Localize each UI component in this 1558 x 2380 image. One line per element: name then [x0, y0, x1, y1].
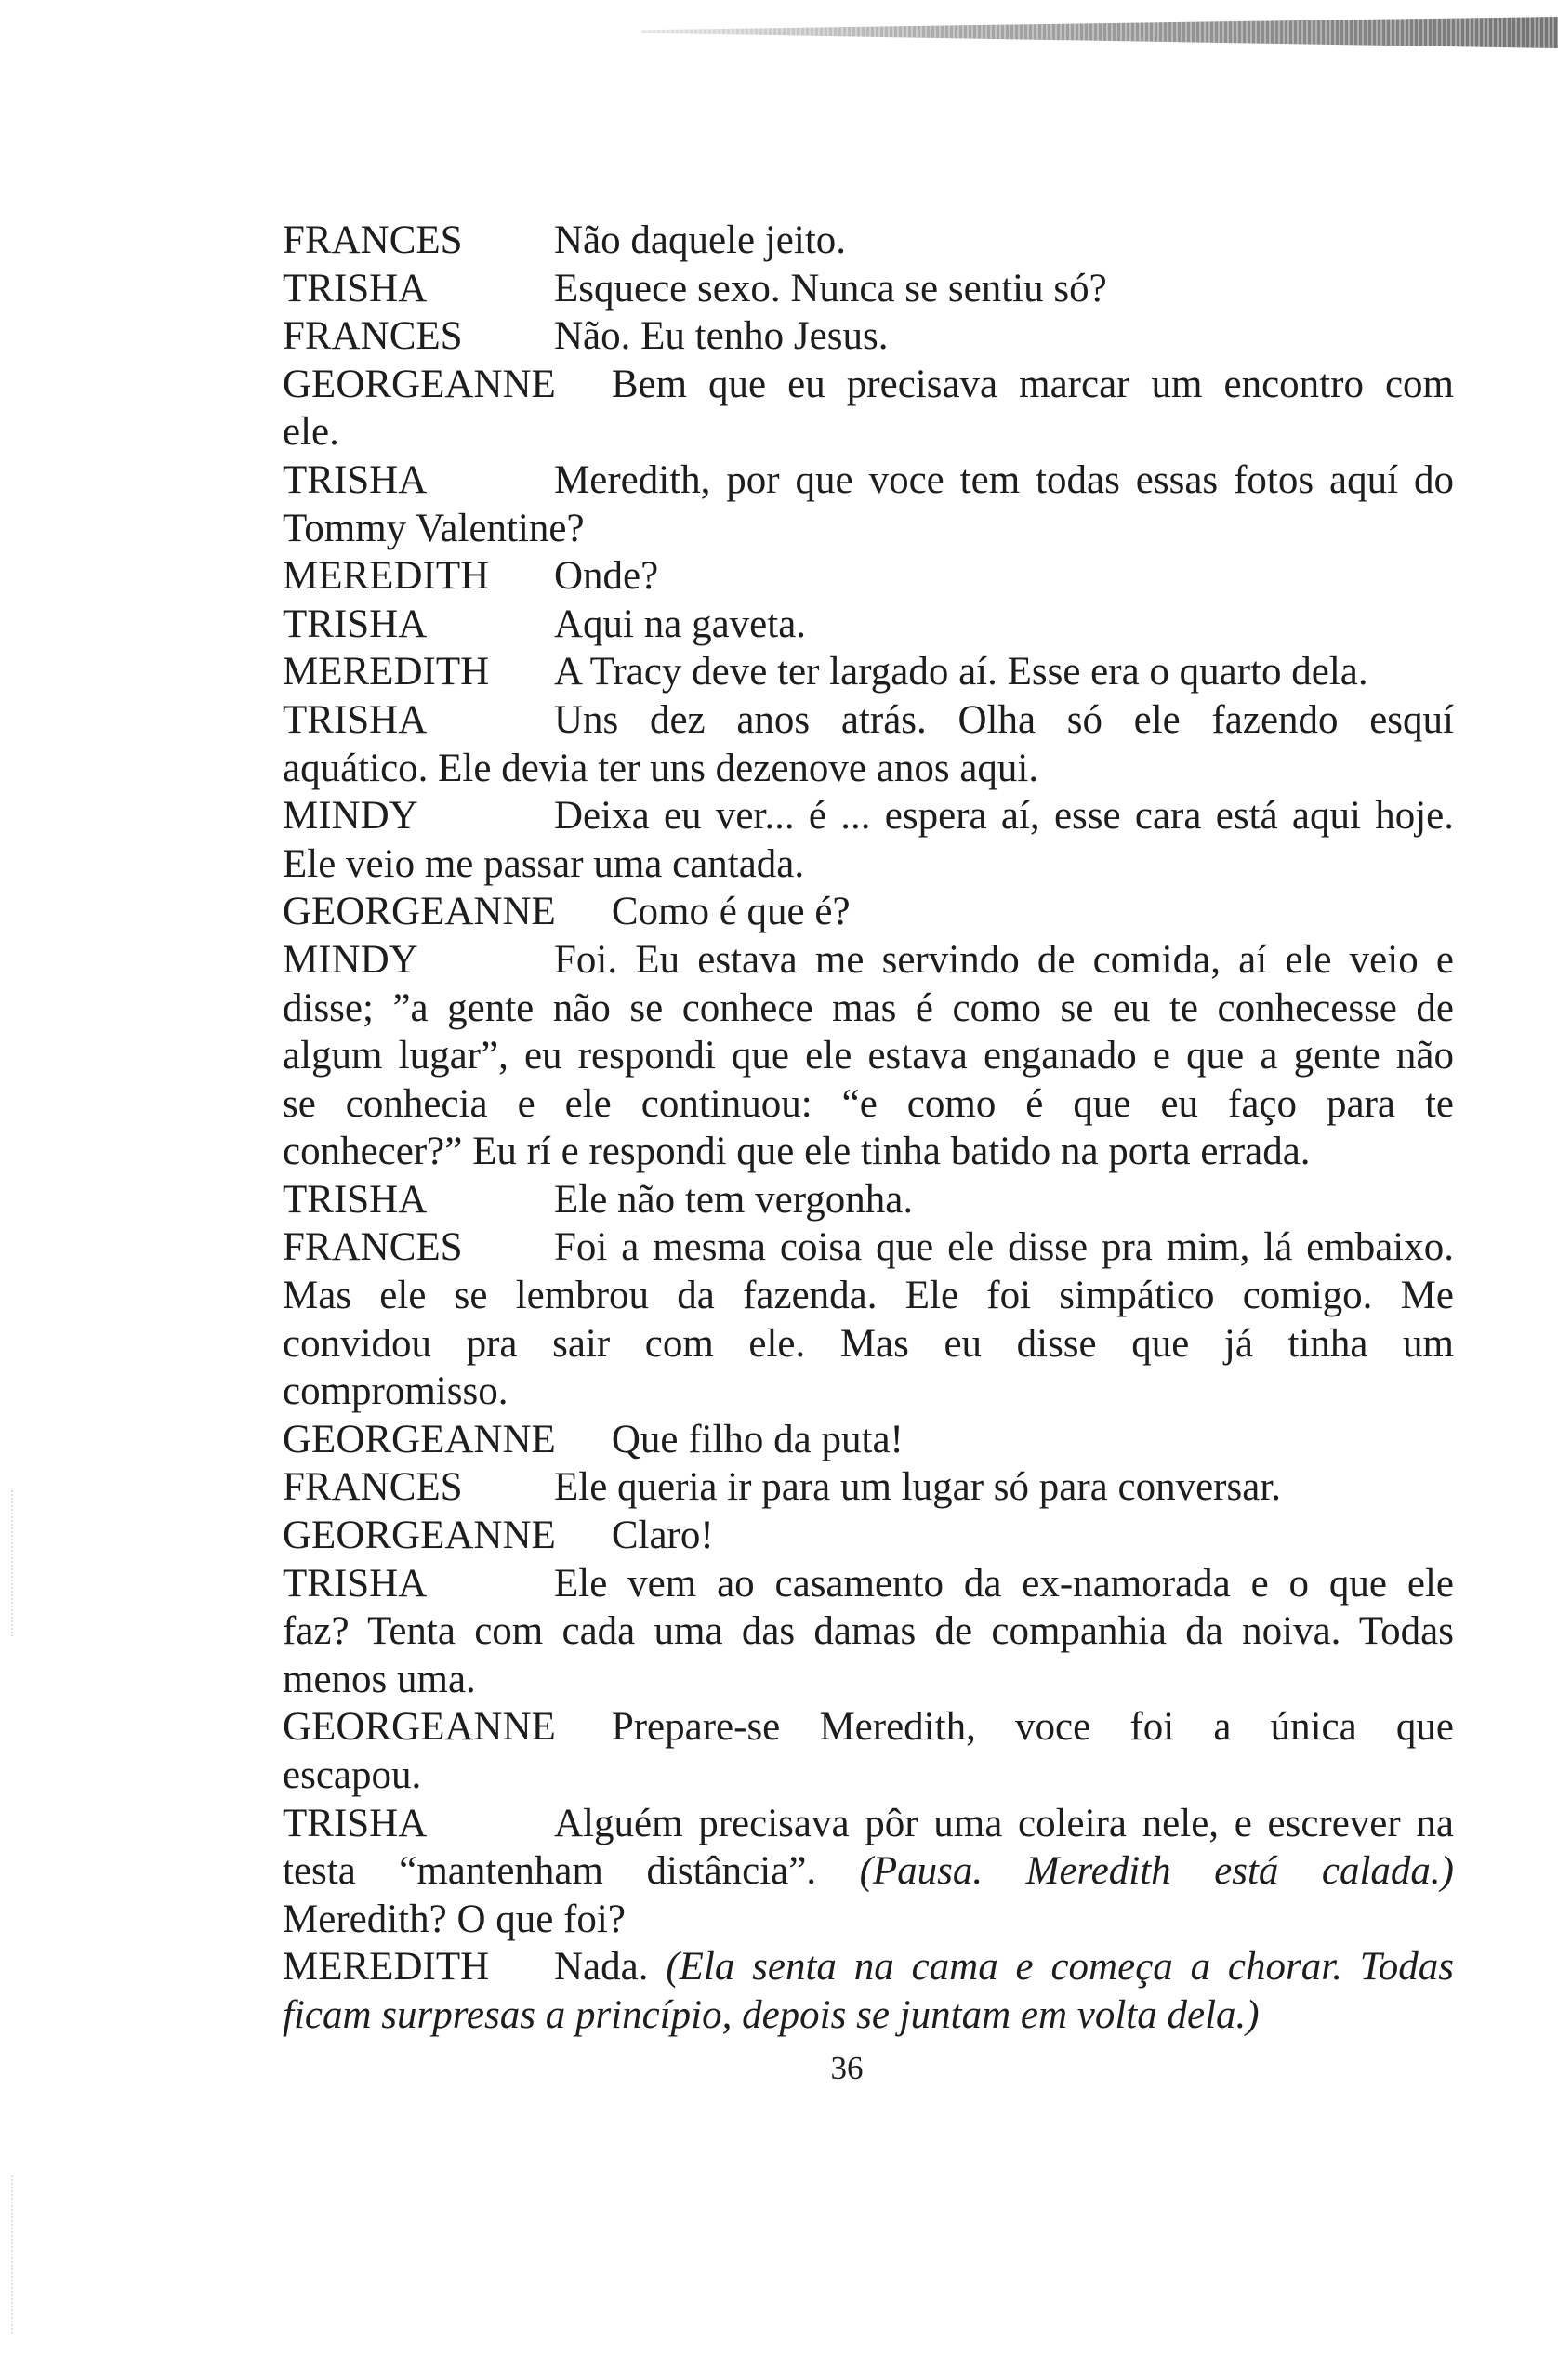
speech: [283, 217, 1454, 265]
dialogue-text: escapou.: [283, 1753, 422, 1797]
dialogue-line: [283, 217, 1454, 265]
dialogue-text: testa “mantenham distância”.: [283, 1849, 860, 1894]
dialogue-text: convidou pra sair com ele. Mas eu disse que já tinha um: [283, 1321, 1454, 1366]
speech: [283, 1800, 1454, 1944]
speech: [283, 648, 1454, 696]
dialogue-text: se conhecia e ele continuou: “e como é que eu faço para te: [283, 1081, 1454, 1126]
dialogue-line: [283, 1176, 1454, 1224]
stage-direction: ficam surpresas a princípio, depois se juntam em volta dela.): [283, 1992, 1260, 2037]
speaker-name: TRISHA: [283, 1561, 428, 1606]
speaker-name: FRANCES: [283, 314, 463, 359]
speech: [283, 456, 1454, 552]
dialogue-line: [283, 1416, 1454, 1464]
dialogue-line: [283, 408, 1454, 456]
speaker-name: TRISHA: [283, 602, 428, 646]
dialogue-text: aquático. Ele devia ter uns dezenove anos aqui.: [283, 746, 1039, 790]
dialogue-line: [283, 1032, 1454, 1080]
dialogue-line: [283, 696, 1454, 745]
dialogue-line: [283, 505, 1454, 553]
dialogue-text: Como é que é?: [611, 890, 851, 934]
speaker-name: MEREDITH: [283, 650, 490, 694]
speaker-name: TRISHA: [283, 1177, 428, 1222]
dialogue-line: [283, 456, 1454, 505]
dialogue-line: [283, 1800, 1454, 1848]
speech: [283, 1703, 1454, 1799]
dialogue-line: [283, 792, 1454, 840]
dialogue-text: Tommy Valentine?: [283, 506, 585, 550]
speech: [283, 265, 1454, 313]
dialogue-text: faz? Tenta com cada uma das damas de companhia da noiva. Todas: [283, 1609, 1454, 1654]
stage-direction: (Ela senta na cama e começa a chorar. Todas: [666, 1945, 1454, 1990]
stage-direction: (Pausa. Meredith está calada.): [859, 1849, 1454, 1894]
speech: [283, 1223, 1454, 1415]
dialogue-line: [283, 745, 1454, 793]
dialogue-text: Onde?: [554, 554, 659, 599]
dialogue-text: Nada.: [554, 1945, 667, 1990]
dialogue-line: [283, 1512, 1454, 1560]
dialogue-line: [283, 312, 1454, 361]
speech: [283, 1943, 1454, 2039]
dialogue-text: Uns dez anos atrás. Olha só ele fazendo esquí: [554, 697, 1454, 742]
dialogue-text: Ele queria ir para um lugar só para conversar.: [554, 1465, 1282, 1510]
speech: [283, 1560, 1454, 1704]
dialogue-text: compromisso.: [283, 1369, 508, 1414]
dialogue-text: Ele não tem vergonha.: [554, 1177, 914, 1222]
speech: [283, 696, 1454, 792]
dialogue-line: [283, 648, 1454, 696]
dialogue-line: [283, 936, 1454, 985]
dialogue-text: menos uma.: [283, 1657, 476, 1701]
speaker-name: TRISHA: [283, 697, 428, 742]
dialogue-line: [283, 1320, 1454, 1368]
speaker-name: FRANCES: [283, 1465, 463, 1510]
speaker-name: MINDY: [283, 794, 418, 839]
dialogue-line: [283, 1752, 1454, 1800]
speaker-name: TRISHA: [283, 457, 428, 502]
dialogue-text: Não daquele jeito.: [554, 218, 847, 262]
dialogue-text: Não. Eu tenho Jesus.: [554, 314, 889, 359]
speaker-name: FRANCES: [283, 1225, 463, 1270]
dialogue-line: [283, 985, 1454, 1033]
speaker-name: GEORGEANNE: [283, 890, 556, 934]
scan-noise: [11, 1488, 13, 1636]
speech: [283, 1176, 1454, 1224]
speaker-name: GEORGEANNE: [283, 1514, 556, 1558]
scan-edge-artifact: [641, 17, 1558, 48]
speech: [283, 936, 1454, 1176]
speech: [283, 1463, 1454, 1512]
speech: [283, 601, 1454, 649]
dialogue-line: [283, 1463, 1454, 1512]
dialogue-line: [283, 1991, 1454, 2040]
speech: [283, 361, 1454, 456]
dialogue-line: [283, 265, 1454, 313]
dialogue-line: [283, 1223, 1454, 1272]
dialogue-text: Prepare-se Meredith, voce foi a única que: [611, 1705, 1454, 1750]
dialogue-text: Mas ele se lembrou da fazenda. Ele foi simpático comigo. Me: [283, 1274, 1454, 1318]
dialogue-text: Aqui na gaveta.: [554, 602, 807, 646]
dialogue-block: [283, 217, 1454, 2040]
dialogue-line: [283, 552, 1454, 601]
speaker-name: TRISHA: [283, 266, 428, 311]
dialogue-text: Ele veio me passar uma cantada.: [283, 841, 805, 886]
dialogue-line: [283, 1607, 1454, 1656]
speaker-name: GEORGEANNE: [283, 1705, 556, 1750]
dialogue-text: Que filho da puta!: [611, 1417, 904, 1461]
dialogue-line: [283, 1703, 1454, 1752]
speaker-name: TRISHA: [283, 1801, 428, 1845]
speaker-name: MEREDITH: [283, 554, 490, 599]
speaker-name: FRANCES: [283, 218, 463, 262]
dialogue-line: [283, 840, 1454, 889]
dialogue-line: [283, 1368, 1454, 1416]
speech: [283, 888, 1454, 936]
dialogue-text: A Tracy deve ter largado aí. Esse era o quarto dela.: [554, 650, 1368, 694]
scan-noise: [11, 2175, 13, 2334]
dialogue-text: algum lugar”, eu respondi que ele estava enganado e que a gente não: [283, 1034, 1454, 1078]
speech: [283, 1416, 1454, 1464]
dialogue-line: [283, 1560, 1454, 1608]
dialogue-text: Bem que eu precisava marcar um encontro com: [611, 362, 1454, 406]
dialogue-text: disse; ”a gente não se conhece mas é como se eu te conhecesse de: [283, 985, 1454, 1030]
dialogue-line: [283, 601, 1454, 649]
dialogue-text: Meredith? O que foi?: [283, 1897, 626, 1941]
speaker-name: MINDY: [283, 937, 418, 982]
dialogue-text: ele.: [283, 410, 339, 455]
dialogue-line: [283, 1896, 1454, 1944]
dialogue-text: Meredith, por que voce tem todas essas fotos aquí do: [554, 457, 1454, 502]
dialogue-text: Claro!: [611, 1514, 714, 1558]
speech: [283, 1512, 1454, 1560]
dialogue-text: Esquece sexo. Nunca se sentiu só?: [554, 266, 1107, 311]
speaker-name: GEORGEANNE: [283, 362, 556, 406]
dialogue-text: Foi a mesma coisa que ele disse pra mim, lá embaixo.: [554, 1225, 1454, 1270]
dialogue-text: Deixa eu ver... é ... espera aí, esse cara está aqui hoje.: [554, 794, 1454, 839]
dialogue-line: [283, 888, 1454, 936]
dialogue-line: [283, 1847, 1454, 1896]
speech: [283, 312, 1454, 361]
dialogue-text: Foi. Eu estava me servindo de comida, aí ele veio e: [554, 937, 1454, 982]
dialogue-line: [283, 1080, 1454, 1129]
dialogue-text: Alguém precisava pôr uma coleira nele, e escrever na: [554, 1801, 1454, 1845]
dialogue-line: [283, 361, 1454, 409]
speaker-name: MEREDITH: [283, 1945, 490, 1990]
dialogue-text: Ele vem ao casamento da ex-namorada e o que ele: [554, 1561, 1454, 1606]
speech: [283, 552, 1454, 601]
speaker-name: GEORGEANNE: [283, 1417, 556, 1461]
dialogue-text: conhecer?” Eu rí e respondi que ele tinha batido na porta errada.: [283, 1130, 1311, 1174]
dialogue-line: [283, 1943, 1454, 1991]
page-number: 36: [830, 2050, 864, 2086]
speech: [283, 792, 1454, 888]
dialogue-line: [283, 1128, 1454, 1176]
dialogue-line: [283, 1656, 1454, 1704]
dialogue-line: [283, 1272, 1454, 1320]
